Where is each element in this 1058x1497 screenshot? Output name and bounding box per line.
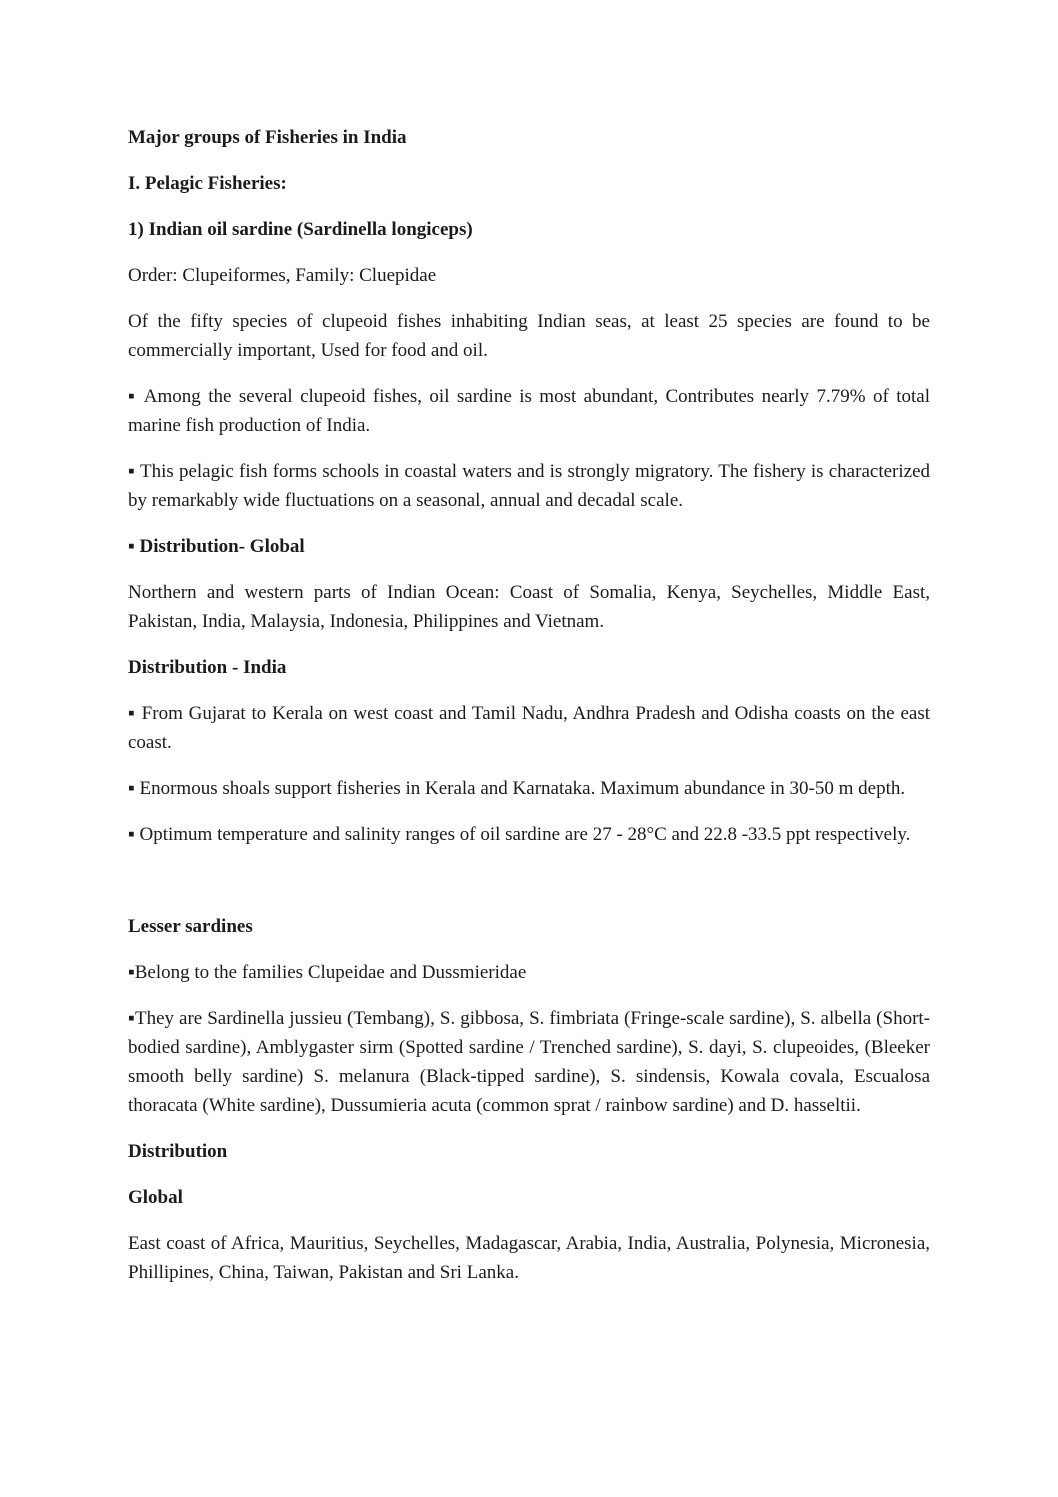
section-heading: ▪ Distribution- Global (128, 536, 305, 557)
paragraph: ▪ Enormous shoals support fisheries in Kerala and Karnataka. Maximum abundance in 30-50 m depth. (128, 778, 906, 799)
section-heading: Lesser sardines (128, 916, 253, 937)
paragraph: Of the fifty species of clupeoid fishes inhabiting Indian seas, at least 25 species are found to be commercially important, Used for food and oil. (128, 311, 930, 361)
paragraph: Order: Clupeiformes, Family: Cluepidae (128, 265, 437, 286)
paragraph: ▪They are Sardinella jussieu (Tembang), S. gibbosa, S. fimbriata (Fringe-scale sardine), S. albella (Short-bodied sardine), Amblygaster sirm (Spotted sardine / Trenched sardine), S. dayi, S. clupeoides, (Bleeker smooth belly sardine) S. melanura (Black-tipped sardine), S. sindensis, Kowala covala, Escualosa thoracata (White sardine), Dussumieria acuta (common sprat / rainbow sardine) and D. hasseltii. (128, 1008, 930, 1116)
paragraph: ▪ From Gujarat to Kerala on west coast and Tamil Nadu, Andhra Pradesh and Odisha coasts on the east coast. (128, 703, 930, 753)
section-heading: Distribution (128, 1141, 228, 1162)
paragraph: ▪ This pelagic fish forms schools in coastal waters and is strongly migratory. The fishery is characterized by remarkably wide fluctuations on a seasonal, annual and decadal scale. (128, 461, 930, 511)
section-heading: Major groups of Fisheries in India (128, 127, 407, 148)
section-heading: 1) Indian oil sardine (Sardinella longiceps) (128, 219, 473, 240)
paragraph: ▪ Among the several clupeoid fishes, oil sardine is most abundant, Contributes nearly 7.79% of total marine fish production of India. (128, 386, 930, 436)
paragraph: ▪Belong to the families Clupeidae and Dussmieridae (128, 962, 527, 983)
section-heading: I. Pelagic Fisheries: (128, 173, 287, 194)
section-heading: Global (128, 1187, 183, 1208)
section-heading: Distribution - India (128, 657, 287, 678)
empty-line (128, 866, 930, 895)
paragraph: East coast of Africa, Mauritius, Seychelles, Madagascar, Arabia, India, Australia, Polynesia, Micronesia, Phillipines, China, Taiwan, Pakistan and Sri Lanka. (128, 1233, 930, 1283)
paragraph: Northern and western parts of Indian Ocean: Coast of Somalia, Kenya, Seychelles, Middle East, Pakistan, India, Malaysia, Indonesia, Philippines and Vietnam. (128, 582, 930, 632)
paragraph: ▪ Optimum temperature and salinity ranges of oil sardine are 27 - 28°C and 22.8 -33.5 ppt respectively. (128, 824, 911, 845)
